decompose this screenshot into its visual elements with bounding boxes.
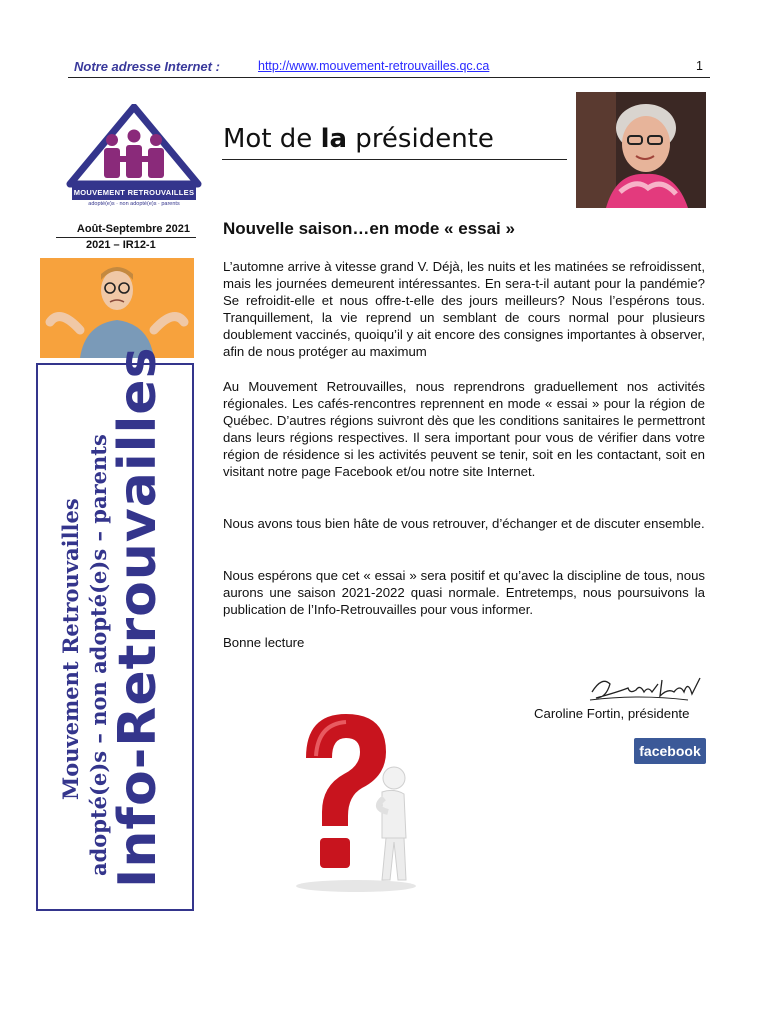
masthead-organization: Mouvement Retrouvailles — [58, 498, 83, 800]
article-heading: Nouvelle saison…en mode « essai » — [223, 219, 515, 238]
issue-number: 2021 – IR12-1 — [86, 239, 156, 251]
page-title — [223, 124, 494, 154]
logo-tagline: adopté(e)s · non adopté(e)s · parents — [88, 201, 180, 207]
article-closing: Bonne lecture — [223, 635, 305, 650]
president-photo — [576, 92, 706, 208]
logo-banner: MOUVEMENT RETROUVAILLES — [72, 186, 196, 200]
signature-name: Caroline Fortin, présidente — [534, 706, 690, 721]
article-paragraph: L’automne arrive à vitesse grand V. Déjà, les nuits et les matinées se refroidissent, mais les journées demeurent intéressantes. En sera-t-il autant pour la pandémie? Se refroidit-elle et nous offre-t-elle des jours meilleurs? Nous l’espérons tous. Tranquillement, la vie reprend un semblant de cours normal pour plusieurs doublement vaccinés, quoiqu’il y ait encore des consignes importantes à observer, afin de nous protéger au maximum — [223, 259, 705, 359]
handwritten-signature — [588, 670, 708, 710]
masthead-publication-name: Info-Retrouvailles — [108, 346, 168, 888]
title-divider — [222, 159, 567, 160]
header-divider — [68, 77, 710, 78]
masthead-audience: adopté(e)s – non adopté(e)s – parents — [86, 434, 111, 876]
question-mark-figure-image — [286, 708, 426, 894]
title-part3: présidente — [347, 124, 494, 154]
article-paragraph: Au Mouvement Retrouvailles, nous reprendrons graduellement nos activités régionales. Les cafés-rencontres reprennent en mode « essai » pour la région de Québec. D’autres régions suivront dès que les conditions sanitaires le permettront dans leurs régions respectives. Il sera important pour vous de vérifier dans votre région de résidence si les activités peuvent se tenir, soit en les contactant, soit en visitant notre page Facebook et/ou notre site Internet. — [223, 379, 705, 479]
shrugging-man-image — [40, 258, 194, 358]
title-part1: Mot de — [223, 124, 321, 154]
facebook-badge[interactable]: facebook — [634, 738, 706, 764]
title-part2: la — [320, 124, 348, 154]
page-number: 1 — [696, 59, 703, 73]
article-paragraph: Nous espérons que cet « essai » sera positif et qu’avec la discipline de tous, nous aurons une saison 2021-2022 quasi normale. Entretemps, nous poursuivons la publication de l’Info-Retrouvailles pour vous informer. — [223, 568, 705, 617]
issue-date: Août-Septembre 2021 — [76, 223, 190, 235]
article-paragraph: Nous avons tous bien hâte de vous retrouver, d’échanger et de discuter ensemble. — [223, 516, 705, 531]
header-label: Notre adresse Internet : — [74, 59, 220, 74]
issue-divider — [56, 237, 196, 238]
website-link[interactable]: http://www.mouvement-retrouvailles.qc.ca — [258, 59, 490, 73]
